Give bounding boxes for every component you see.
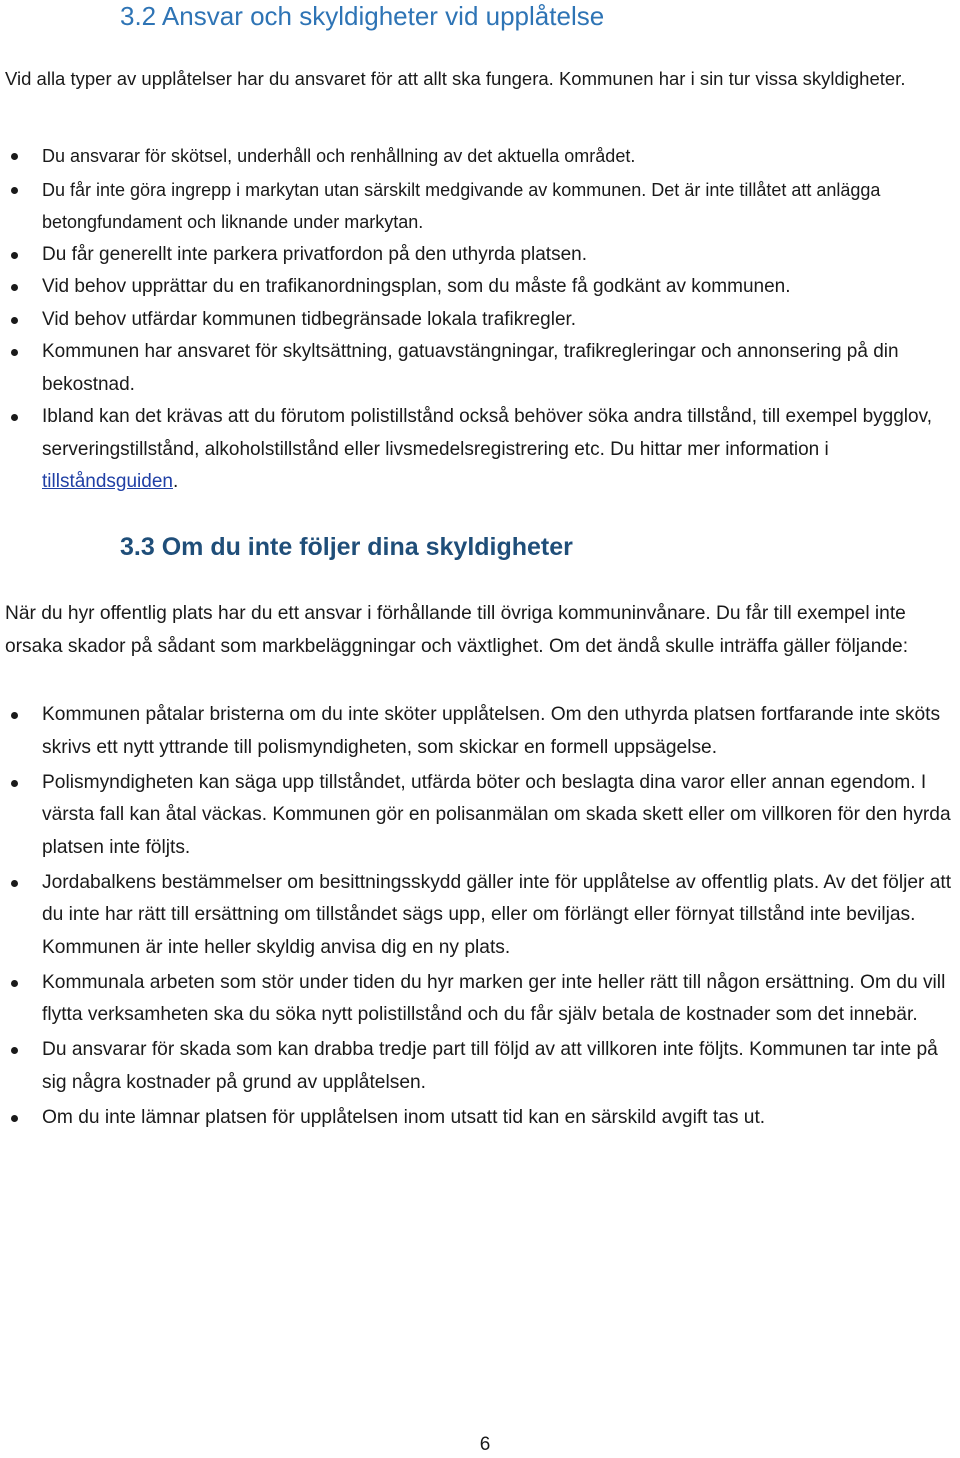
- tillstandsguiden-link[interactable]: tillståndsguiden: [42, 471, 173, 492]
- page-number: 6: [479, 1434, 491, 1455]
- link-suffix: .: [172, 471, 179, 492]
- list-item: Vid behov upprättar du en trafikanordningsplan, som du måste få godkänt av kommunen.: [5, 271, 955, 304]
- list-item: Du ansvarar för skada som kan drabba tredje part till följd av att villkoren inte följts. Kommunen tar inte på sig några kostnader på grund av upplåtelsen.: [5, 1034, 960, 1099]
- list-item: Du får inte göra ingrepp i markytan utan särskilt medgivande av kommunen. Det är inte tillåtet att anlägga betongfundament och liknande under markytan.: [5, 174, 955, 239]
- list-item: Du ansvarar för skötsel, underhåll och renhållning av det aktuella området.: [5, 140, 955, 173]
- list-item-with-link: [5, 401, 955, 499]
- list-item: Du får generellt inte parkera privatfordon på den uthyrda platsen.: [5, 239, 955, 272]
- section-3-3-intro: När du hyr offentlig plats har du ett ansvar i förhållande till övriga kommuninvånare. Du får till exempel inte orsaka skador på sådant som markbeläggningar och växtlighet. Om det ändå skulle inträffa gäller följande:: [5, 603, 909, 657]
- section-3-2-intro: Vid alla typer av upplåtelser har du ansvaret för att allt ska fungera. Kommunen har i sin tur vissa skyldigheter.: [5, 68, 906, 89]
- section-3-2-bullet-list: [5, 140, 955, 499]
- list-item: Jordabalkens bestämmelser om besittningsskydd gäller inte för upplåtelse av offentlig plats. Av det följer att du inte har rätt till ersättning om tillståndet sägs upp, eller om förlängt eller förnyat tillstånd inte beviljas. Kommunen är inte heller skyldig anvisa dig en ny plats.: [5, 867, 960, 965]
- list-item: Vid behov utfärdar kommunen tidbegränsade lokala trafikregler.: [5, 304, 955, 337]
- list-item: Kommunala arbeten som stör under tiden du hyr marken ger inte heller rätt till någon ersättning. Om du vill flytta verksamheten ska du söka nytt polistillstånd och du får själv betala de kostnader som det innebär.: [5, 967, 960, 1032]
- list-item-text: Ibland kan det krävas att du förutom polistillstånd också behöver söka andra tillstånd, till exempel bygglov, serveringstillstånd, alkoholstillstånd eller livsmedelsregistrering etc. Du hittar mer information i: [42, 406, 932, 460]
- list-item: Om du inte lämnar platsen för upplåtelsen inom utsatt tid kan en särskild avgift tas ut.: [5, 1102, 960, 1135]
- list-item: Kommunen har ansvaret för skyltsättning, gatuavstängningar, trafikregleringar och annonsering på din bekostnad.: [5, 336, 955, 401]
- list-item: Polismyndigheten kan säga upp tillståndet, utfärda böter och beslagta dina varor eller annan egendom. I värsta fall kan åtal väckas. Kommunen gör en polisanmälan om skada skett eller om villkoren för den hyrda platsen inte följts.: [5, 767, 960, 865]
- section-3-3-bullet-list: [5, 699, 960, 1137]
- section-heading-3-3: 3.3 Om du inte följer dina skyldigheter: [120, 533, 573, 561]
- section-heading-3-2: 3.2 Ansvar och skyldigheter vid upplåtelse: [120, 1, 605, 31]
- list-item: Kommunen påtalar bristerna om du inte sköter upplåtelsen. Om den uthyrda platsen fortfarande inte sköts skrivs ett nytt yttrande till polismyndigheten, som skickar en formell uppsägelse.: [5, 699, 960, 764]
